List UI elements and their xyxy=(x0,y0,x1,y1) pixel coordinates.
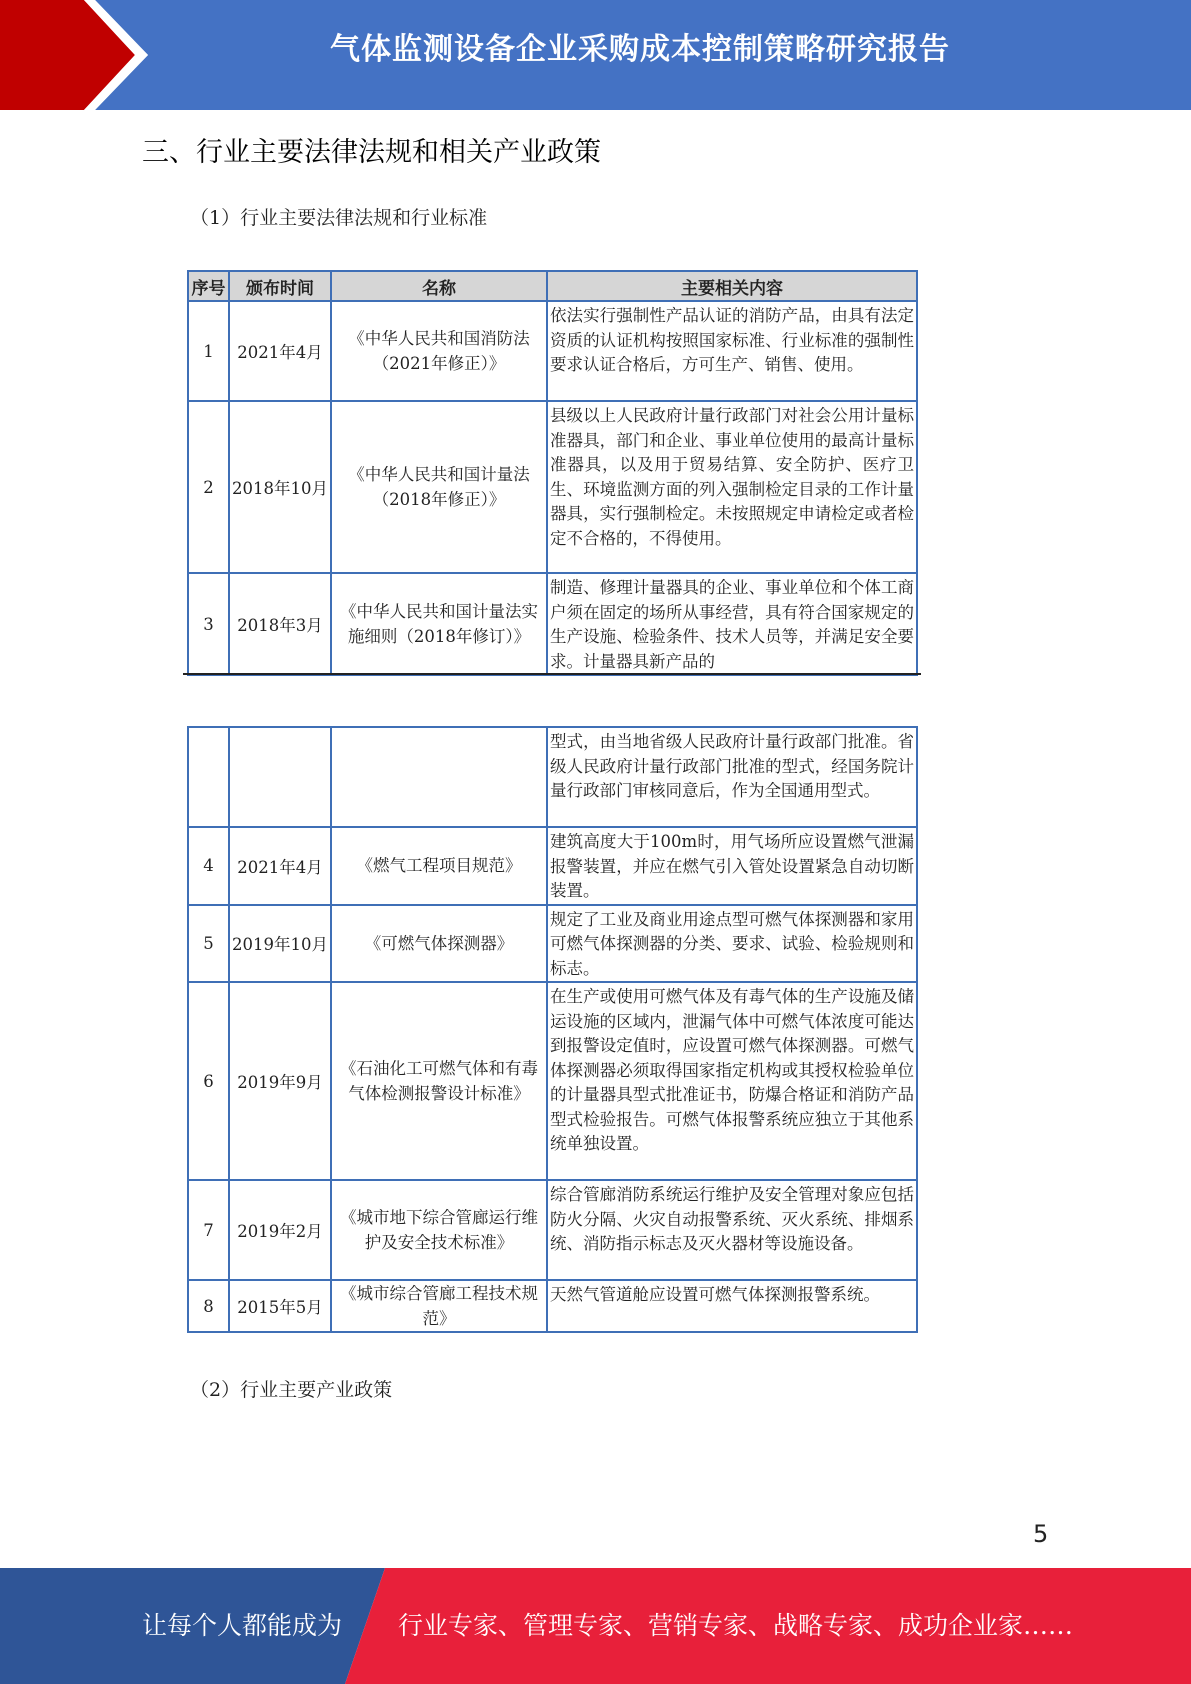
document-title: 气体监测设备企业采购成本控制策略研究报告 xyxy=(330,32,950,67)
row-date: 2021年4月 xyxy=(229,827,331,905)
row-law-name: 《城市综合管廊工程技术规范》 xyxy=(331,1280,547,1332)
table-cut-line xyxy=(183,673,921,675)
page-header xyxy=(0,0,1191,110)
row-content: 制造、修理计量器具的企业、事业单位和个体工商户须在固定的场所从事经营，具有符合国家规定的生产设施、检验条件、技术人员等，并满足安全要求。计量器具新产品的 xyxy=(547,573,917,675)
row-content: 县级以上人民政府计量行政部门对社会公用计量标准器具，部门和企业、事业单位使用的最高计量标准器具，以及用于贸易结算、安全防护、医疗卫生、环境监测方面的列入强制检定目录的工作计量器具，实行强制检定。未按照规定申请检定或者检定不合格的，不得使用。 xyxy=(547,401,917,573)
table-row xyxy=(188,301,917,401)
header-chevron-graphic xyxy=(0,0,160,110)
row-no: 1 xyxy=(188,301,229,401)
table-row-continuation xyxy=(188,727,917,827)
row-law-name: 《中华人民共和国计量法（2018年修正）》 xyxy=(331,401,547,573)
row-content: 综合管廊消防系统运行维护及安全管理对象应包括防火分隔、火灾自动报警系统、灭火系统、排烟系统、消防指示标志及灭火器材等设施设备。 xyxy=(547,1180,917,1280)
table-row xyxy=(188,1280,917,1332)
laws-table-part-1 xyxy=(187,270,918,676)
table-row xyxy=(188,982,917,1180)
table-header-row xyxy=(188,271,917,301)
empty-cell xyxy=(331,727,547,827)
row-law-name: 《可燃气体探测器》 xyxy=(331,905,547,983)
table-row xyxy=(188,1180,917,1280)
row-content: 依法实行强制性产品认证的消防产品，由具有法定资质的认证机构按照国家标准、行业标准的强制性要求认证合格后，方可生产、销售、使用。 xyxy=(547,301,917,401)
row-date: 2018年3月 xyxy=(229,573,331,675)
header-content: 主要相关内容 xyxy=(547,271,917,301)
row-content-continued: 型式，由当地省级人民政府计量行政部门批准。省级人民政府计量行政部门批准的型式，经国务院计量行政部门审核同意后，作为全国通用型式。 xyxy=(547,727,917,827)
row-law-name: 《中华人民共和国消防法（2021年修正）》 xyxy=(331,301,547,401)
subheading-laws: （1）行业主要法律法规和行业标准 xyxy=(190,207,488,229)
page-footer xyxy=(0,1568,1191,1684)
row-law-name: 《石油化工可燃气体和有毒气体检测报警设计标准》 xyxy=(331,982,547,1180)
header-name: 名称 xyxy=(331,271,547,301)
subheading-policies: （2）行业主要产业政策 xyxy=(190,1379,393,1401)
laws-table-part-2 xyxy=(187,726,918,1333)
row-no: 6 xyxy=(188,982,229,1180)
table-row xyxy=(188,401,917,573)
row-content: 在生产或使用可燃气体及有毒气体的生产设施及储运设施的区域内，泄漏气体中可燃气体浓度可能达到报警设定值时，应设置可燃气体探测器。可燃气体探测器必须取得国家指定机构或其授权检验单位的计量器具型式批准证书，防爆合格证和消防产品型式检验报告。可燃气体报警系统应独立于其他系统单独设置。 xyxy=(547,982,917,1180)
row-no: 5 xyxy=(188,905,229,983)
table-row xyxy=(188,573,917,675)
row-date: 2019年2月 xyxy=(229,1180,331,1280)
row-law-name: 《城市地下综合管廊运行维护及安全技术标准》 xyxy=(331,1180,547,1280)
row-no: 8 xyxy=(188,1280,229,1332)
section-title: 三、行业主要法律法规和相关产业政策 xyxy=(142,137,601,168)
row-date: 2019年9月 xyxy=(229,982,331,1180)
row-content: 天然气管道舱应设置可燃气体探测报警系统。 xyxy=(547,1280,917,1332)
row-date: 2015年5月 xyxy=(229,1280,331,1332)
header-date: 颁布时间 xyxy=(229,271,331,301)
row-law-name: 《燃气工程项目规范》 xyxy=(331,827,547,905)
header-no: 序号 xyxy=(188,271,229,301)
row-no: 2 xyxy=(188,401,229,573)
row-content: 规定了工业及商业用途点型可燃气体探测器和家用可燃气体探测器的分类、要求、试验、检验规则和标志。 xyxy=(547,905,917,983)
row-no: 7 xyxy=(188,1180,229,1280)
empty-cell xyxy=(188,727,229,827)
footer-slogan-right: 行业专家、管理专家、营销专家、战略专家、成功企业家…… xyxy=(398,1611,1074,1640)
row-content: 建筑高度大于100m时，用气场所应设置燃气泄漏报警装置，并应在燃气引入管处设置紧急自动切断装置。 xyxy=(547,827,917,905)
row-no: 4 xyxy=(188,827,229,905)
row-date: 2019年10月 xyxy=(229,905,331,983)
row-law-name: 《中华人民共和国计量法实施细则（2018年修订）》 xyxy=(331,573,547,675)
row-no: 3 xyxy=(188,573,229,675)
row-date: 2018年10月 xyxy=(229,401,331,573)
table-row xyxy=(188,827,917,905)
footer-slogan-left: 让每个人都能成为 xyxy=(142,1611,343,1640)
row-date: 2021年4月 xyxy=(229,301,331,401)
empty-cell xyxy=(229,727,331,827)
table-row xyxy=(188,905,917,983)
page-number: 5 xyxy=(1033,1520,1049,1548)
